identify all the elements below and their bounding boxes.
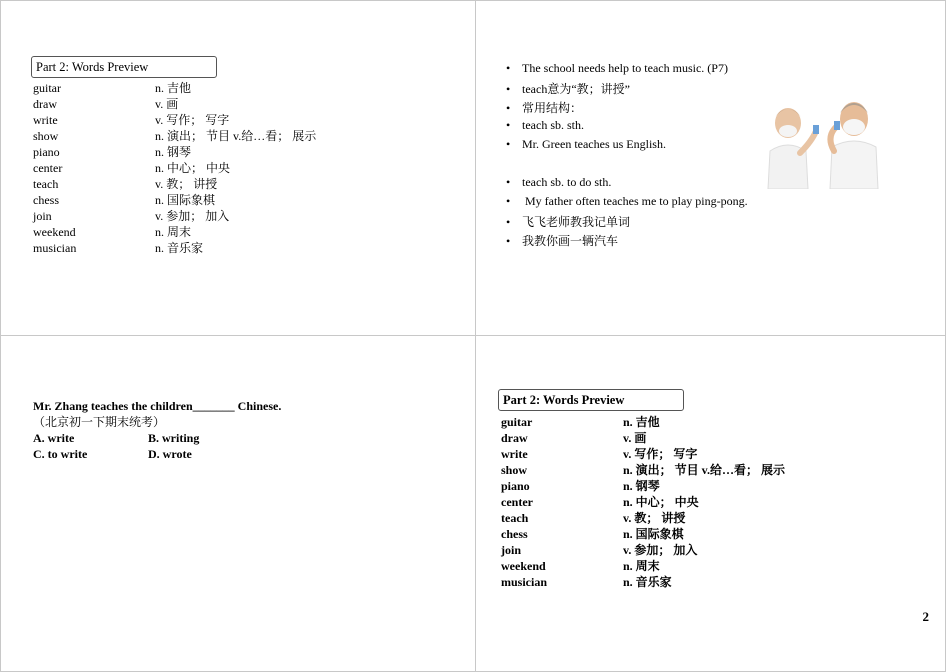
bullet-text: 常用结构： [522, 101, 583, 115]
bullet-dot-icon: • [506, 118, 511, 132]
bullet-text: 飞飞老师教我记单词 [522, 215, 631, 229]
word-row [33, 192, 216, 208]
word-term: guitar [501, 415, 533, 429]
word-term: musician [501, 575, 548, 589]
word-term: draw [501, 431, 528, 445]
bullet-dot-icon: • [506, 82, 511, 96]
option-a: A. write [33, 431, 75, 445]
bullet-dot-icon: • [506, 101, 511, 115]
bullet-text: My father often teaches me to play ping-pong. [522, 194, 748, 208]
word-term: join [33, 209, 52, 223]
word-term: chess [501, 527, 528, 541]
word-definition: v. 写作； 写字 [155, 113, 230, 127]
word-term: piano [501, 479, 530, 493]
quiz-source: （北京初一下期末统考） [33, 415, 166, 429]
word-row [501, 574, 672, 590]
word-row [33, 144, 192, 160]
bullet-item [506, 118, 584, 133]
bullet-text: 我教你画一辆汽车 [522, 234, 619, 248]
word-row [501, 446, 698, 462]
word-row [33, 112, 230, 128]
word-list [33, 80, 317, 256]
bullet-item [506, 61, 728, 76]
bullet-item [506, 175, 611, 190]
option-d: D. wrote [148, 447, 192, 461]
word-definition: v. 教； 讲授 [623, 511, 686, 525]
word-row [33, 80, 192, 96]
word-definition: v. 写作； 写字 [623, 447, 698, 461]
word-list-bold [501, 414, 786, 590]
word-definition: n. 音乐家 [623, 575, 672, 589]
word-term: piano [33, 145, 60, 159]
word-row [501, 510, 686, 526]
word-row [33, 240, 204, 256]
bullet-item [506, 232, 618, 249]
word-term: write [33, 113, 58, 127]
slide-words-preview-bold [476, 336, 946, 672]
slide-quiz [0, 336, 476, 672]
bullet-dot-icon: • [506, 194, 511, 208]
bullet-dot-icon: • [506, 175, 511, 189]
word-row [33, 96, 179, 112]
page-number: 2 [922, 609, 929, 624]
bullet-text: teach sb. to do sth. [522, 175, 612, 189]
word-definition: v. 参加； 加入 [155, 209, 230, 223]
word-row [33, 224, 192, 240]
word-term: join [501, 543, 522, 557]
word-definition: v. 参加； 加入 [623, 543, 698, 557]
word-row [501, 494, 699, 510]
word-term: teach [33, 177, 59, 191]
section-title: Part 2: Words Preview [31, 56, 217, 78]
bullet-item [506, 137, 666, 152]
word-row [501, 478, 660, 494]
word-term: teach [501, 511, 529, 525]
bullet-text: Mr. Green teaches us English. [522, 137, 666, 151]
option-b: B. writing [148, 431, 200, 445]
bullet-item [506, 194, 748, 209]
bullet-item [506, 80, 630, 97]
word-row [501, 414, 660, 430]
slide-teach-usage [476, 0, 946, 336]
word-definition: n. 中心； 中央 [155, 161, 231, 175]
word-term: chess [33, 193, 59, 207]
bullet-dot-icon: • [506, 137, 511, 151]
word-definition: n. 吉他 [155, 81, 192, 95]
word-term: weekend [33, 225, 76, 239]
bullet-text: teach意为“教；讲授” [522, 82, 630, 96]
word-term: guitar [33, 81, 61, 95]
word-definition: v. 教； 讲授 [155, 177, 218, 191]
word-row [33, 176, 218, 192]
word-definition: n. 国际象棋 [155, 193, 216, 207]
slide-words-preview [0, 0, 476, 336]
option-c: C. to write [33, 447, 88, 461]
bullet-text: The school needs help to teach music. (P7) [522, 61, 728, 75]
bullet-text: teach sb. sth. [522, 118, 584, 132]
word-definition: n. 吉他 [623, 415, 660, 429]
word-row [33, 128, 317, 144]
word-definition: v. 画 [155, 97, 179, 111]
word-term: show [501, 463, 528, 477]
bullet-dot-icon: • [506, 215, 511, 229]
word-row [33, 208, 230, 224]
word-definition: n. 周末 [155, 225, 192, 239]
word-term: musician [33, 241, 77, 255]
bullet-item [506, 99, 582, 116]
word-term: center [33, 161, 63, 175]
word-row [501, 430, 647, 446]
word-row [501, 462, 786, 478]
bullet-dot-icon: • [506, 61, 511, 75]
word-term: write [501, 447, 528, 461]
section-title-bold: Part 2: Words Preview [498, 389, 684, 411]
word-definition: n. 演出； 节目 v.给…看； 展示 [623, 463, 786, 477]
word-row [501, 526, 684, 542]
word-term: center [501, 495, 533, 509]
word-definition: n. 周末 [623, 559, 660, 573]
word-definition: n. 钢琴 [155, 145, 192, 159]
word-row [501, 542, 698, 558]
word-definition: n. 演出； 节目 v.给…看； 展示 [155, 129, 317, 143]
word-definition: v. 画 [623, 431, 647, 445]
word-definition: n. 中心； 中央 [623, 495, 699, 509]
word-definition: n. 国际象棋 [623, 527, 684, 541]
word-term: show [33, 129, 59, 143]
shaving-photo-illustration [750, 93, 906, 189]
quiz-block [33, 398, 281, 462]
word-row [501, 558, 660, 574]
bullet-item [506, 213, 630, 230]
word-term: weekend [501, 559, 546, 573]
quiz-question: Mr. Zhang teaches the children_______ Chinese. [33, 399, 282, 413]
word-definition: n. 钢琴 [623, 479, 660, 493]
word-term: draw [33, 97, 57, 111]
bullet-dot-icon: • [506, 234, 511, 248]
word-definition: n. 音乐家 [155, 241, 204, 255]
word-row [33, 160, 231, 176]
